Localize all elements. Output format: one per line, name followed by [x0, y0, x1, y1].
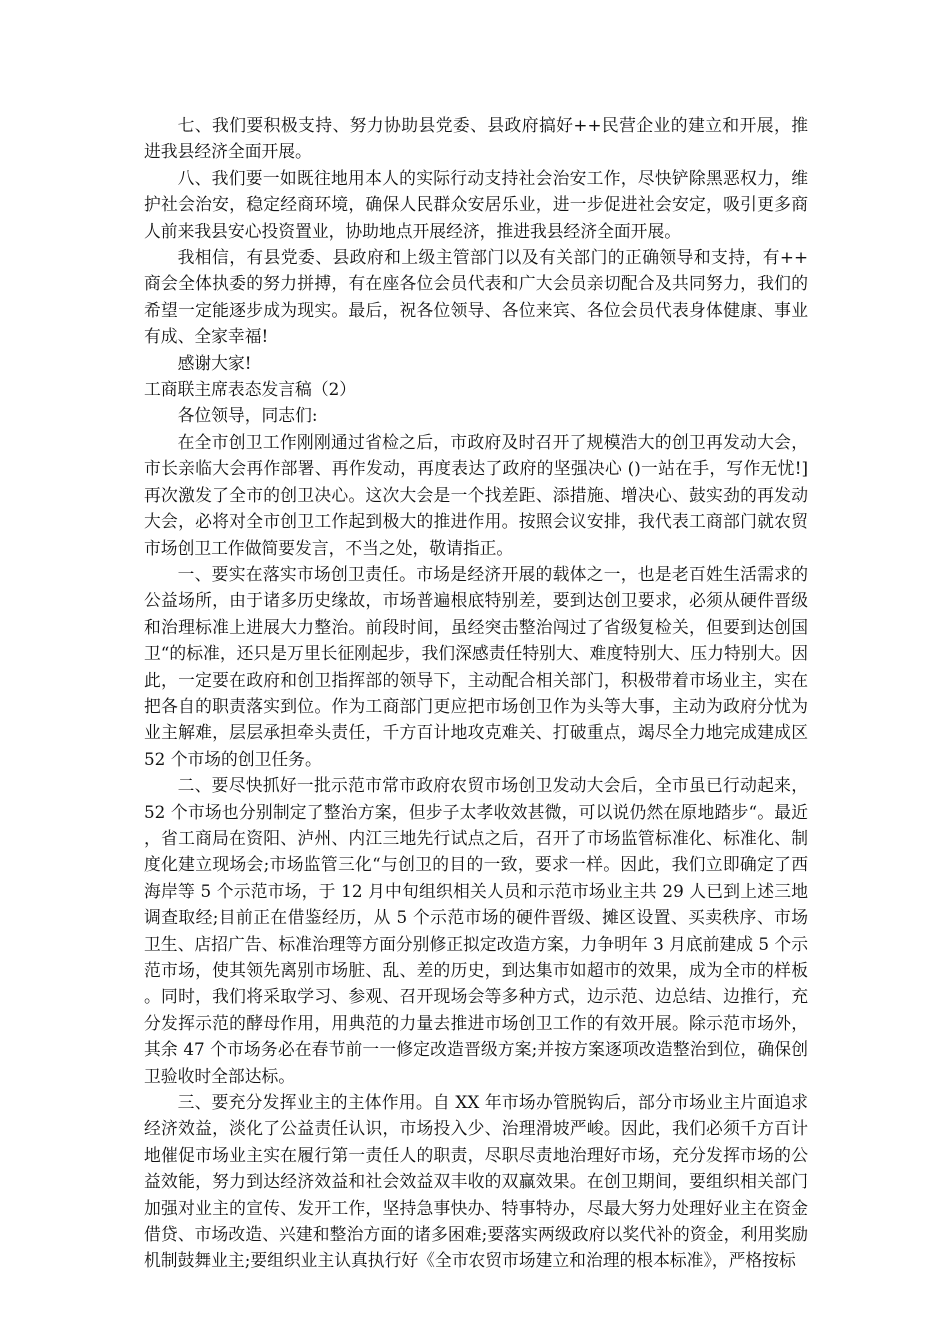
paragraph-point-two: 二、要尽快抓好一批示范市常市政府农贸市场创卫发动大会后，全市虽已行动起来，52 个市场也分别制定了整治方案，但步子太孝收效甚微，可以说仍然在原地踏步“。最近，省工商局在资阳、泸州、内江三地先行试点之后，召开了市场监管标准化、标准化、制度化建立现场会;市场监管三化“与创卫的目的一致，要求一样。因此，我们立即确定了西海岸等 5 个示范市场，于 12 月中旬组织相关人员和示范市场业主共 29 人已到上述三地调查取经;目前正在借鉴经历，从 5 个示范市场的硬件晋级、摊区设置、买卖秩序、市场卫生、店招广告、标准治理等方面分别修正拟定改造方案，力争明年 3 月底前建成 5 个示范市场，使其领先离别市场脏、乱、差的历史，到达集市如超市的效果，成为全市的样板。同时，我们将采取学习、参观、召开现场会等多种方式，边示范、边总结、边推行，充分发挥示范的酵母作用，用典范的力量去推进市场创卫工作的有效开展。除示范市场外，其余 47 个市场务必在春节前一一修定改造晋级方案;并按方案逐项改造整治到位，确保创卫验收时全部达标。 — [144, 775, 808, 1086]
salutation: 各位领导，同志们: — [177, 405, 318, 426]
section-title: 工商联主席表态发言稿（2） — [144, 379, 357, 400]
paragraph-eight: 八、我们要一如既往地用本人的实际行动支持社会治安工作，尽快铲除黑恶权力，维护社会治安，稳定经商环境，确保人民群众安居乐业，进一步促进社会安定，吸引更多商人前来我县安心投资置业，协助地点开展经济，推进我县经济全面开展。 — [144, 167, 808, 241]
paragraph-thanks: 感谢大家! — [177, 352, 252, 373]
paragraph-seven: 七、我们要积极支持、努力协助县党委、县政府搞好++民营企业的建立和开展，推进我县经济全面开展。 — [144, 115, 808, 162]
paragraph-point-one: 一、要实在落实市场创卫责任。市场是经济开展的载体之一，也是老百姓生活需求的公益场所，由于诸多历史缘故，市场普遍根底特别差，要到达创卫要求，必须从硬件晋级和治理标准上进展大力整治。前段时间，虽经突击整治闯过了省级复检关，但要到达创国卫“的标准，还只是万里长征刚起步，我们深感责任特别大、难度特别大、压力特别大。因此，一定要在政府和创卫指挥部的领导下，主动配合相关部门，积极带着市场业主，实在把各自的职责落实到位。作为工商部门更应把市场创卫作为头等大事，主动为政府分忧为业主解难，层层承担牵头责任，千方百计地攻克难关、打破重点，竭尽全力地完成建成区 52 个市场的创卫任务。 — [144, 563, 808, 769]
document-page — [144, 112, 808, 1274]
paragraph-point-three: 三、要充分发挥业主的主体作用。自 XX 年市场办管脱钩后，部分市场业主片面追求经济效益，淡化了公益责任认识，市场投入少、治理滑坡严峻。因此，我们必须千方百计地催促市场业主实在履行第一责任人的职责，尽职尽责地治理好市场，充分发挥市场的公益效能，努力到达经济效益和社会效益双丰收的双赢效果。在创卫期间，要组织相关部门加强对业主的宣传、发开工作，坚持急事快办、特事特办，尽最大努力处理好业主在资金借贷、市场改造、兴建和整治方面的诸多困难;要落实两级政府以奖代补的资金，利用奖励机制鼓舞业主;要组织业主认真执行好《全市农贸市场建立和治理的根本标准》，严格按标 — [144, 1092, 808, 1271]
paragraph-intro: 在全市创卫工作刚刚通过省检之后，市政府及时召开了规模浩大的创卫再发动大会，市长亲临大会再作部署、再作发动，再度表达了政府的坚强决心 ()一站在手，写作无忧!]再次激发了全市的创卫决心。这次大会是一个找差距、添措施、增决心、鼓实劲的再发动大会，必将对全市创卫工作起到极大的推进作用。按照会议安排，我代表工商部门就农贸市场创卫工作做简要发言，不当之处，敬请指正。 — [144, 431, 808, 558]
paragraph-belief: 我相信，有县党委、县政府和上级主管部门以及有关部门的正确领导和支持，有++商会全体执委的努力拼搏，有在座各位会员代表和广大会员亲切配合及共同努力，我们的希望一定能逐步成为现实。最后，祝各位领导、各位来宾、各位会员代表身体健康、事业有成、全家幸福! — [144, 247, 808, 347]
